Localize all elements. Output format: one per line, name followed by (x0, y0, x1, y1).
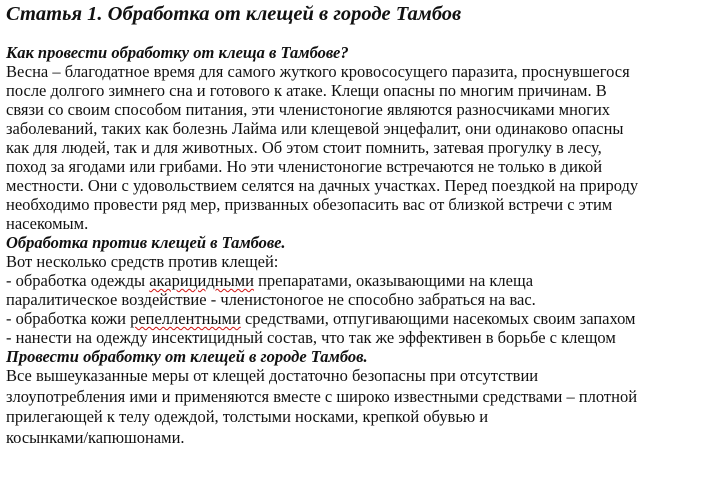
section-how-to-treat (6, 43, 718, 233)
paragraph-line: злоупотребления ими и применяются вместе с широко известными средствами – плотной (6, 386, 638, 406)
title-spacer (6, 27, 718, 43)
list-item-clothing (6, 271, 718, 290)
list-item-continuation: паралитическое воздействие - членистоногое не способно забраться на вас. (6, 290, 536, 309)
misspelled-word: акарицидными (149, 271, 254, 290)
list-item-text: препаратами, оказывающими на клеща (253, 271, 534, 290)
section-heading-treatment: Обработка против клещей в Тамбове. (6, 233, 286, 252)
paragraph-line: насекомым. (6, 214, 89, 233)
paragraph-line: косынками/капюшонами. (6, 427, 185, 447)
misspelled-word: репеллентными (130, 309, 241, 328)
paragraph-line: Весна – благодатное время для самого жуткого кровососущего паразита, проснувшегося (6, 62, 630, 81)
section-heading-conduct: Провести обработку от клещей в городе Тамбов. (6, 347, 368, 366)
paragraph-line: Все вышеуказанные меры от клещей достаточно безопасны при отсутствии (6, 366, 539, 385)
paragraph-line: как для людей, так и для животных. Об этом стоит помнить, затевая прогулку в лесу, (6, 138, 602, 157)
document-page (6, 0, 718, 448)
paragraph-line: местности. Они с удовольствием селятся на дачных участках. Перед поездкой на природу (6, 176, 639, 195)
list-item-text: - обработка одежды (6, 271, 150, 290)
list-intro: Вот несколько средств против клещей: (6, 252, 279, 271)
section-treatment-against-ticks (6, 233, 718, 347)
section-conduct-treatment (6, 347, 718, 448)
list-item-text: средствами, отпугивающими насекомых своим запахом (240, 309, 636, 328)
list-item-insecticide: - нанести на одежду инсектицидный состав, что так же эффективен в борьбе с клещом (6, 328, 616, 347)
article-title: Статья 1. Обработка от клещей в городе Тамбов (6, 3, 462, 25)
paragraph-line: связи со своим способом питания, эти членистоногие являются разносчиками многих (6, 100, 611, 119)
paragraph-line: необходимо провести ряд мер, призванных обезопасить вас от близкой встречи с этим (6, 195, 613, 214)
paragraph-line: поход за ягодами или грибами. Но эти членистоногие встречаются не только в дикой (6, 157, 603, 176)
list-item-text: - обработка кожи (6, 309, 131, 328)
section-heading-how-to-treat: Как провести обработку от клеща в Тамбове? (6, 43, 349, 62)
paragraph-line: после долгого зимнего сна и готового к атаке. Клещи опасны по многим причинам. В (6, 81, 607, 100)
paragraph-line: заболеваний, таких как болезнь Лайма или клещевой энцефалит, они одинаково опасны (6, 119, 624, 138)
list-item-skin (6, 309, 718, 328)
paragraph-line: прилегающей к телу одеждой, толстыми носками, крепкой обувью и (6, 407, 489, 426)
